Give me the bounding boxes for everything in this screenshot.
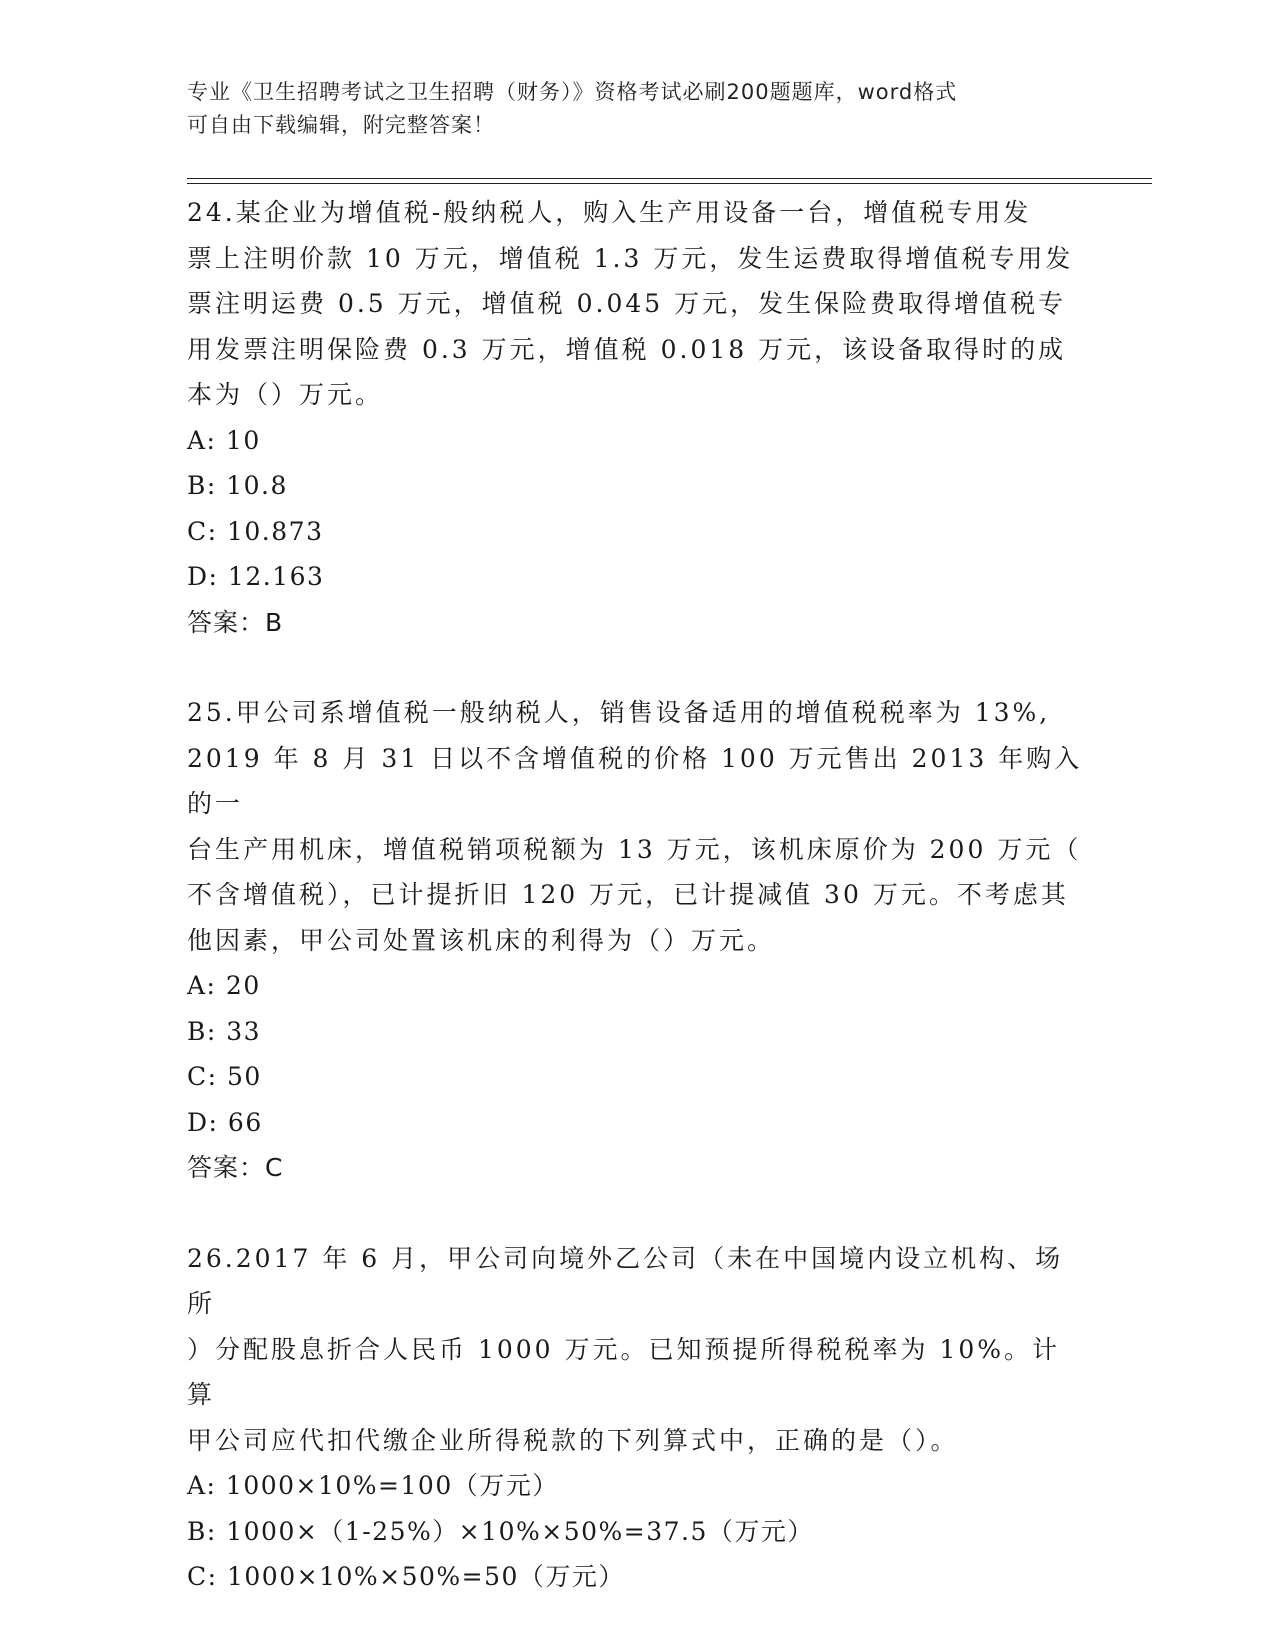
question-stem-line: 他因素，甲公司处置该机床的利得为（）万元。 xyxy=(187,925,776,955)
question-stem-line: 票上注明价款 10 万元，增值税 1.3 万元，发生运费取得增值税专用发 xyxy=(187,243,1074,273)
option-c: C: 50 xyxy=(187,1062,262,1091)
question-25 xyxy=(187,690,1087,1191)
option-c: C: 10.873 xyxy=(187,516,324,546)
question-stem-line: 26.2017 年 6 月，甲公司向境外乙公司（未在中国境内设立机构、场所 xyxy=(187,1243,1064,1318)
question-stem-line: 2019 年 8 月 31 日以不含增值税的价格 100 万元售出 2013 年购入的一 xyxy=(187,743,1083,818)
header-line-1: 专业《卫生招聘考试之卫生招聘（财务）》资格考试必刷200题题库，word格式 xyxy=(187,80,958,104)
option-d: D: 12.163 xyxy=(187,562,325,591)
answer-label: 答案：C xyxy=(187,1153,284,1182)
question-stem-line: ）分配股息折合人民币 1000 万元。已知预提所得税税率为 10%。计算 xyxy=(187,1334,1061,1409)
question-list xyxy=(187,190,1087,1645)
question-stem-line: 本为（）万元。 xyxy=(187,380,384,409)
option-a: A: 10 xyxy=(187,425,261,455)
question-stem-line: 票注明运费 0.5 万元，增值税 0.045 万元，发生保险费取得增值税专 xyxy=(187,289,1067,318)
header-divider-top xyxy=(187,178,1152,179)
question-stem-line: 用发票注明保险费 0.3 万元，增值税 0.018 万元，该设备取得时的成 xyxy=(187,334,1067,364)
option-a: A: 20 xyxy=(187,971,261,1000)
question-24 xyxy=(187,190,1087,645)
answer-label: 答案：B xyxy=(187,607,284,637)
question-stem-line: 不含增值税），已计提折旧 120 万元，已计提减值 30 万元。不考虑其 xyxy=(187,880,1069,909)
question-stem-line: 25.甲公司系增值税一般纳税人，销售设备适用的增值税税率为 13%, xyxy=(187,698,1051,727)
option-b: B: 10.8 xyxy=(187,471,288,500)
question-stem-line: 台生产用机床，增值税销项税额为 13 万元，该机床原价为 200 万元（ xyxy=(187,834,1082,864)
header-line-2: 可自由下载编辑，附完整答案！ xyxy=(187,113,495,137)
option-d: D: 66 xyxy=(187,1107,263,1137)
option-b: B: 1000×（1-25%）×10%×50%=37.5（万元） xyxy=(187,1516,814,1546)
option-c: C: 1000×10%×50%=50（万元） xyxy=(187,1562,625,1591)
option-a: A: 1000×10%=100（万元） xyxy=(187,1471,559,1500)
document-header xyxy=(187,76,1067,142)
question-stem-line: 24.某企业为增值税-般纳税人，购入生产用设备一台，增值税专用发 xyxy=(187,198,1032,227)
question-stem-line: 甲公司应代扣代缴企业所得税款的下列算式中，正确的是（）。 xyxy=(187,1425,959,1455)
question-26 xyxy=(187,1236,1087,1600)
header-divider-bottom xyxy=(187,183,1152,184)
option-b: B: 33 xyxy=(187,1016,262,1046)
